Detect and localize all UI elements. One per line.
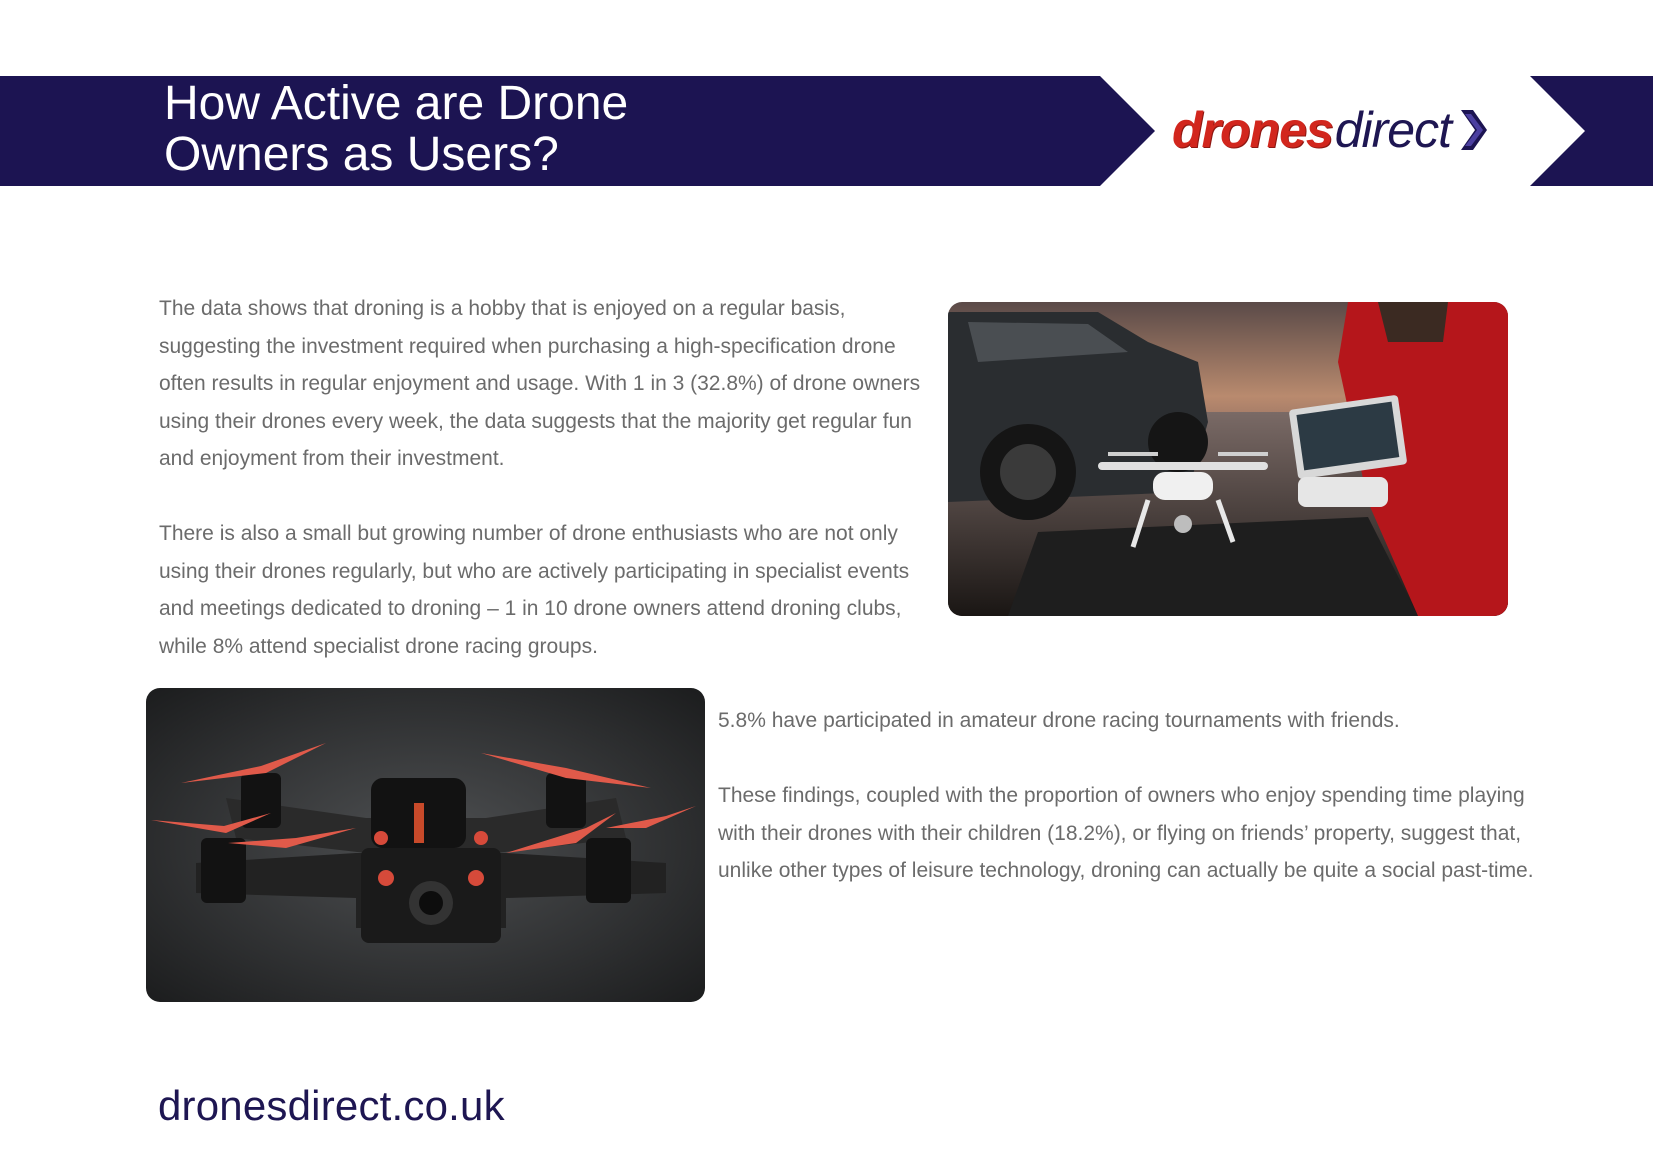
chevron-right-icon [1459,108,1489,152]
paragraph-social-findings: These findings, coupled with the proportion of owners who enjoy spending time playing with their drones with their children (18.2%), or flying on friends’ property, suggest that, unlike other types of leisure technology, droning can actually be quite a social past-time. [718,784,1534,882]
racing-drone-image [146,688,705,1002]
paragraph-enthusiasts: There is also a small but growing number of drone enthusiasts who are not only using their drones regularly, but who are actively participating in specialist events and meetings dedicated to droning – 1 in 10 drone owners attend droning clubs, while 8% attend specialist drone racing groups. [159,522,910,658]
page-title [164,78,1064,180]
paragraph-racing-tournaments: 5.8% have participated in amateur drone racing tournaments with friends. [718,709,1400,732]
photo-racing-drone [146,688,705,1002]
logo-text-drones: drones [1172,102,1333,158]
drone-operator-image [948,302,1508,616]
footer-website-link[interactable]: dronesdirect.co.uk [158,1082,505,1129]
page-title-line1: How Active are Drone [164,77,629,130]
photo-drone-operator [948,302,1508,616]
logo-text-direct: direct [1334,102,1451,158]
brand-logo [1172,100,1489,160]
page-title-line2: Owners as Users? [164,128,559,181]
paragraph-usage-frequency: The data shows that droning is a hobby that is enjoyed on a regular basis, suggesting the investment required when purchasing a high-specification drone often results in regular enjoyment and usage. With 1 in 3 (32.8%) of drone owners using their drones every week, the data suggests that the majority get regular fun and enjoyment from their investment. [159,297,921,470]
